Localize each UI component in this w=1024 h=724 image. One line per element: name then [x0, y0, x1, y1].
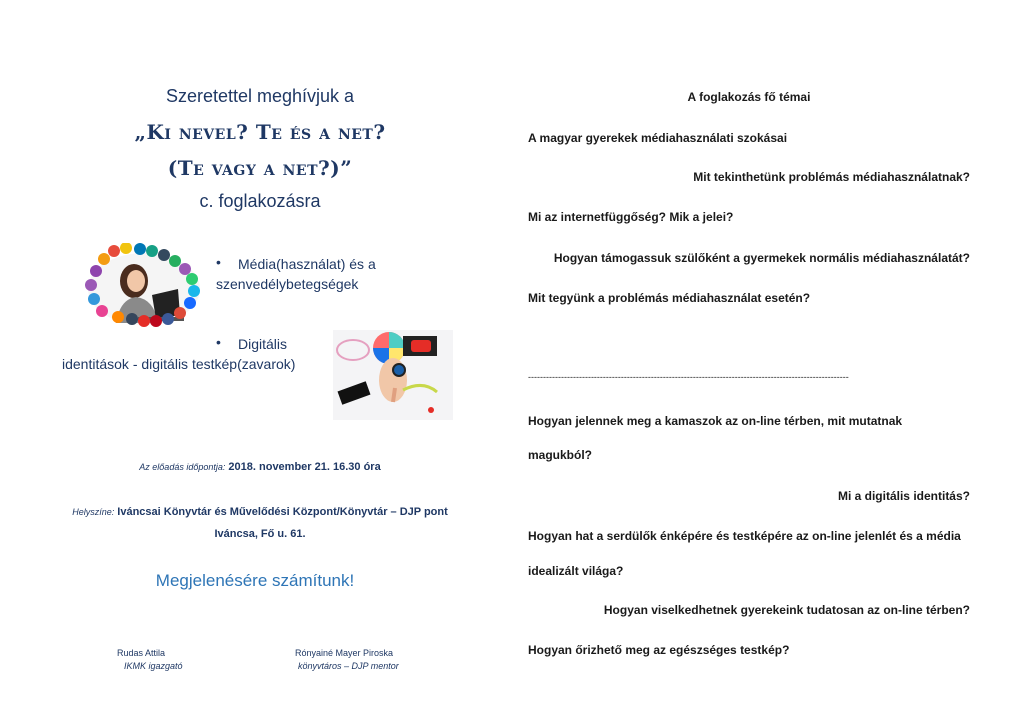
venue-label: Helyszíne:	[72, 507, 115, 517]
topic-item: magukból?	[528, 448, 593, 462]
bullet-icon: •	[216, 334, 221, 350]
signature-2-role: könyvtáros – DJP mentor	[298, 661, 399, 671]
social-media-image	[82, 243, 207, 328]
topics-heading: A foglakozás fő témai	[687, 90, 811, 104]
topic-item: idealizált világa?	[528, 564, 624, 578]
topic-item: Hogyan támogassuk szülőként a gyermekek normális médiahasználatát?	[553, 251, 970, 265]
topic-item: A magyar gyerekek médiahasználati szokásai	[528, 131, 788, 145]
bullet-1-line1: Média(használat) és a	[238, 256, 376, 272]
topic-item: Mit tegyünk a problémás médiahasználat esetén?	[528, 291, 811, 305]
topic-item: Hogyan jelennek meg a kamaszok az on-line térben, mit mutatnak	[528, 414, 903, 428]
date-label: Az előadás időpontja:	[139, 462, 226, 472]
event-title-line1: „Ki nevel? Te és a net?	[134, 120, 386, 144]
invitation-intro: Szeretettel meghívjuk a	[165, 86, 355, 106]
signature-1-role: IKMK igazgató	[124, 661, 183, 671]
event-title-line2: (Te vagy a net?)”	[167, 156, 353, 180]
topic-item: Mi az internetfüggőség? Mik a jelei?	[528, 210, 734, 224]
venue-value: Iváncsai Könyvtár és Művelődési Központ/Könyvtár – DJP pont	[117, 506, 448, 518]
venue-address: Iváncsa, Fő u. 61.	[214, 528, 306, 540]
topic-item: Hogyan őrizhető meg az egészséges testkép?	[528, 643, 790, 657]
signature-1-name: Rudas Attila	[117, 648, 166, 658]
topic-item: Mi a digitális identitás?	[837, 489, 970, 503]
closing-message: Megjelenésére számítunk!	[155, 571, 355, 590]
topic-item: Hogyan viselkedhetnek gyerekeink tudatosan az on-line térben?	[603, 603, 970, 617]
topic-item: Mit tekinthetünk problémás médiahasználatnak?	[693, 170, 970, 184]
signature-2-name: Rónyainé Mayer Piroska	[295, 648, 394, 658]
bullet-2-line2: identitások - digitális testkép(zavarok)	[62, 356, 296, 372]
event-date-row	[60, 461, 460, 473]
date-value: 2018. november 21. 16.30 óra	[228, 461, 381, 473]
section-divider: -----------------------------------------------------------------------------------------------------------	[528, 372, 849, 382]
venue-row	[60, 506, 460, 518]
event-subtitle: c. foglakozásra	[199, 191, 321, 211]
media-collage-image	[333, 330, 453, 420]
bullet-2-line1: Digitális	[238, 336, 288, 352]
topic-item: Hogyan hat a serdülők énképére és testképére az on-line jelenlét és a média	[528, 529, 961, 543]
bullet-1-line2: szenvedélybetegségek	[216, 276, 359, 292]
bullet-icon: •	[216, 254, 221, 270]
